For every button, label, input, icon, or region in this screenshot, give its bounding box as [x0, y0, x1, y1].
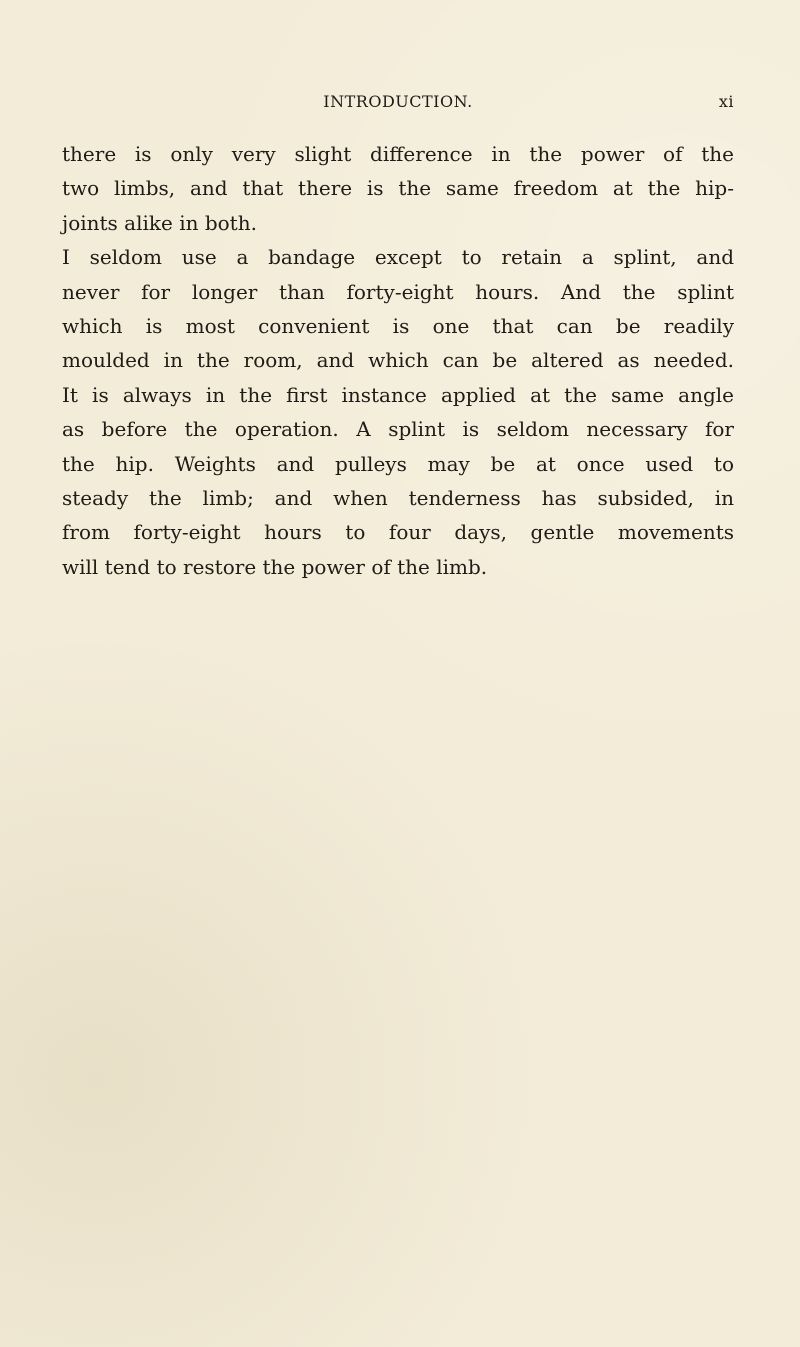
page-number: xi — [718, 92, 734, 111]
text-line: steady the limb; and when tenderness has subsided, in — [62, 486, 734, 511]
text-line: two limbs, and that there is the same freedom at the hip- — [62, 176, 734, 201]
running-head — [62, 92, 734, 118]
text-line: there is only very slight difference in the power of the — [62, 142, 734, 166]
text-line: as before the operation. A splint is seldom necessary for — [62, 417, 734, 442]
text-line: It is always in the first instance applied at the same angle — [62, 382, 734, 407]
text-line: which is most convenient is one that can be readily — [62, 314, 734, 339]
text-line: joints alike in both. — [62, 210, 257, 235]
body-text — [62, 137, 734, 584]
text-line: the hip. Weights and pulleys may be at once used to — [62, 451, 734, 476]
text-line: never for longer than forty-eight hours. And the splint — [62, 279, 734, 304]
running-title: INTRODUCTION. — [323, 92, 473, 111]
text-line: will tend to restore the power of the limb. — [62, 554, 488, 579]
text-line: I seldom use a bandage except to retain a splint, and — [62, 245, 734, 270]
text-line: from forty-eight hours to four days, gentle movements — [62, 520, 734, 545]
text-line: moulded in the room, and which can be altered as needed. — [62, 348, 734, 373]
